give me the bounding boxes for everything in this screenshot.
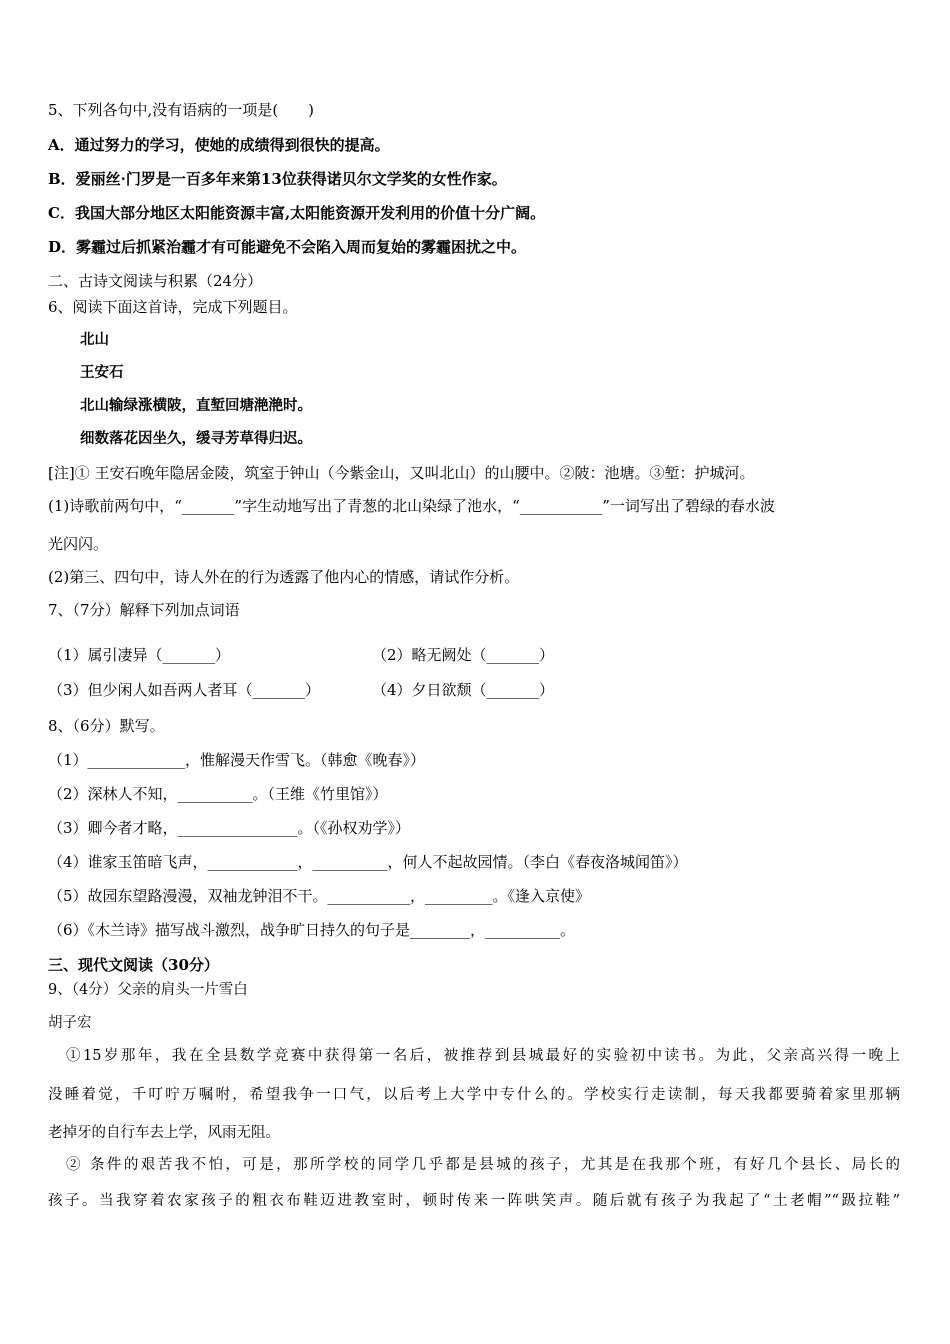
poem-author: 王安石 [80,364,124,381]
q9-para1-line3: 老掉牙的自行车去上学，风雨无阻。 [48,1125,280,1141]
q6-sub1-line1: (1)诗歌前两句中，“_______”字生动地写出了青葱的北山染绿了池水，“___________”一词写出了碧绿的春水波 [48,497,775,515]
poem-note: [注]① 王安石晚年隐居金陵，筑室于钟山（今紫金山，又叫北山）的山腰中。②陂：池塘。③堑：护城河。 [48,464,755,482]
q5-option-a: A．通过努力的学习，使她的成绩得到很快的提高。 [48,136,390,154]
q9-para1-line1: ①15岁那年，我在全县数学竞赛中获得第一名后，被推荐到县城最好的实验初中读书。为此，父亲高兴得一晚上 [66,1048,900,1064]
q5-option-c: C．我国大部分地区太阳能资源丰富,太阳能资源开发利用的价值十分广阔。 [48,204,546,222]
q7-item-2: （2）略无阙处（_______） [372,646,555,664]
q8-item-6: （6）《木兰诗》描写战斗激烈，战争旷日持久的句子是________，__________。 [48,921,576,939]
section2-title: 二、古诗文阅读与积累（24分） [48,272,263,290]
q5-option-b: B．爱丽丝·门罗是一百多年来第13位获得诺贝尔文学奖的女性作家。 [48,170,507,188]
poem-title: 北山 [80,331,109,348]
q9-author: 胡子宏 [48,1015,92,1031]
q8-item-1: （1）_____________，惟解漫天作雪飞。（韩愈《晚春》） [48,751,426,769]
section3-title: 三、现代文阅读（30分） [48,956,219,974]
q5-stem: 5、下列各句中,没有语病的一项是( ) [48,101,315,119]
q6-sub2: (2)第三、四句中，诗人外在的行为透露了他内心的情感，请试作分析。 [48,568,520,586]
q8-item-2: （2）深林人不知，__________。（王维《竹里馆》） [48,785,388,803]
q7-item-3: （3）但少闲人如吾两人者耳（_______） [48,681,321,699]
q7-stem: 7、（7分）解释下列加点词语 [48,601,240,619]
q9-para1-line2: 没睡着觉，千叮咛万嘱咐，希望我争一口气，以后考上大学中专什么的。学校实行走读制，每天我都要骑着家里那辆 [48,1087,900,1103]
q6-stem: 6、阅读下面这首诗，完成下列题目。 [48,298,298,316]
q6-sub1-line2: 光闪闪。 [48,535,109,553]
q9-para2-line2: 孩子。当我穿着农家孩子的粗衣布鞋迈进教室时，顿时传来一阵哄笑声。随后就有孩子为我起了“土老帽”“趿拉鞋” [48,1193,900,1209]
q9-para2-line1: ② 条件的艰苦我不怕，可是，那所学校的同学几乎都是县城的孩子，尤其是在我那个班，有好几个县长、局长的 [66,1157,900,1173]
q7-item-1: （1）属引凄异（_______） [48,646,231,664]
poem-line-1: 北山输绿涨横陂，直堑回塘滟滟时。 [80,397,312,414]
q8-item-5: （5）故园东望路漫漫，双袖龙钟泪不干。___________，_________。《逢入京使》 [48,887,591,905]
poem-line-2: 细数落花因坐久，缓寻芳草得归迟。 [80,430,312,447]
q8-item-3: （3）卿今者才略，________________。（《孙权劝学》） [48,819,411,837]
q9-stem: 9、（4分）父亲的肩头一片雪白 [48,982,248,998]
q8-stem: 8、（6分）默写。 [48,717,165,735]
q7-item-4: （4）夕日欲颓（_______） [372,681,555,699]
q5-option-d: D．雾霾过后抓紧治霾才有可能避免不会陷入周而复始的雾霾困扰之中。 [48,238,527,256]
q8-item-4: （4）谁家玉笛暗飞声，____________，__________，何人不起故园情。（李白《春夜洛城闻笛》） [48,853,688,871]
